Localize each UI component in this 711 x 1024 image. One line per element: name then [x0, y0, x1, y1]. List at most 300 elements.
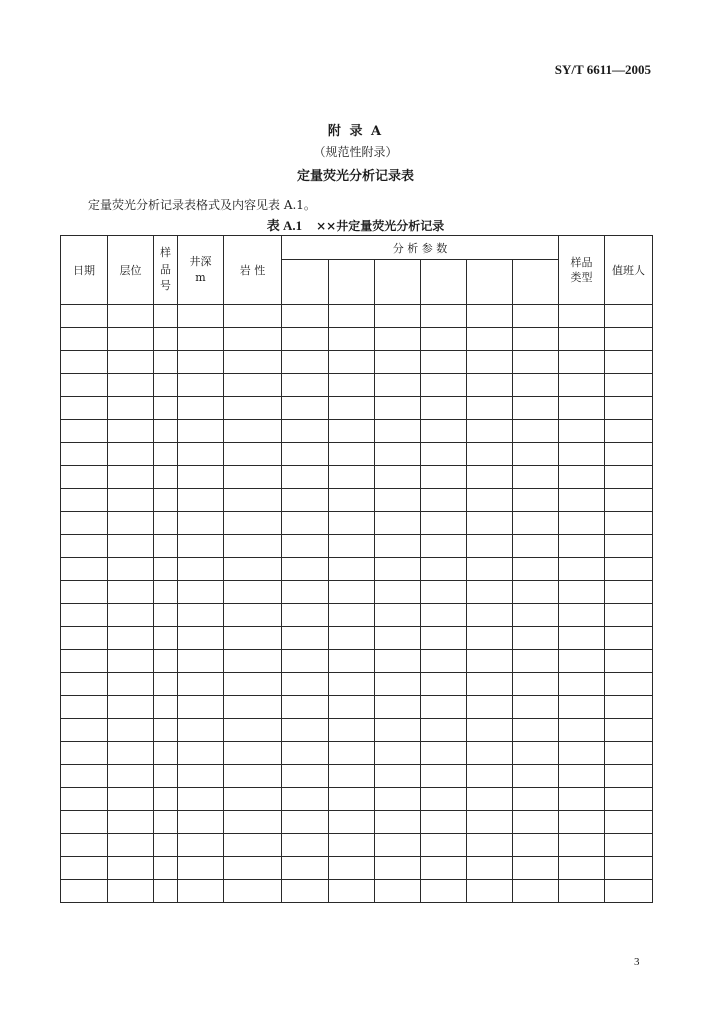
- table-cell: [421, 857, 467, 880]
- table-cell: [605, 834, 653, 857]
- table-cell: [224, 627, 282, 650]
- table-cell: [178, 719, 224, 742]
- table-cell: [178, 466, 224, 489]
- table-cell: [224, 880, 282, 903]
- table-cell: [421, 328, 467, 351]
- table-cell: [467, 535, 513, 558]
- table-cell: [375, 719, 421, 742]
- table-row: [61, 857, 653, 880]
- table-cell: [329, 765, 375, 788]
- table-cell: [605, 328, 653, 351]
- table-cell: [605, 512, 653, 535]
- table-row: [61, 328, 653, 351]
- table-row: [61, 466, 653, 489]
- table-cell: [559, 696, 605, 719]
- table-cell: [108, 765, 154, 788]
- table-cell: [178, 604, 224, 627]
- table-cell: [375, 627, 421, 650]
- table-cell: [421, 880, 467, 903]
- table-cell: [559, 857, 605, 880]
- table-cell: [605, 673, 653, 696]
- table-cell: [467, 880, 513, 903]
- table-cell: [329, 857, 375, 880]
- table-cell: [178, 305, 224, 328]
- table-cell: [154, 857, 178, 880]
- table-cell: [282, 512, 329, 535]
- table-cell: [605, 696, 653, 719]
- table-cell: [375, 765, 421, 788]
- table-cell: [421, 719, 467, 742]
- table-cell: [329, 834, 375, 857]
- table-cell: [513, 581, 559, 604]
- table-cell: [421, 650, 467, 673]
- table-cell: [421, 466, 467, 489]
- table-cell: [421, 305, 467, 328]
- table-cell: [61, 374, 108, 397]
- table-caption-number: 表 A.1: [266, 218, 303, 233]
- table-cell: [421, 581, 467, 604]
- table-cell: [282, 397, 329, 420]
- table-cell: [282, 765, 329, 788]
- table-cell: [61, 351, 108, 374]
- table-cell: [224, 305, 282, 328]
- table-cell: [467, 788, 513, 811]
- appendix-type: （规范性附录）: [313, 145, 398, 159]
- table-cell: [154, 397, 178, 420]
- table-cell: [329, 673, 375, 696]
- col-header-sample-no-label: 样品号: [160, 246, 171, 293]
- table-cell: [513, 420, 559, 443]
- table-cell: [513, 512, 559, 535]
- page-number: 3: [634, 956, 640, 968]
- col-header-lithology: [224, 236, 282, 305]
- table-cell: [154, 466, 178, 489]
- param-subcolumn: [513, 260, 559, 305]
- table-cell: [467, 673, 513, 696]
- table-row: [61, 535, 653, 558]
- table-cell: [61, 581, 108, 604]
- table-cell: [224, 489, 282, 512]
- table-cell: [224, 719, 282, 742]
- table-row: [61, 374, 653, 397]
- table-cell: [282, 604, 329, 627]
- table-cell: [108, 397, 154, 420]
- table-cell: [329, 558, 375, 581]
- col-header-date-label: 日期: [73, 264, 95, 277]
- table-cell: [605, 443, 653, 466]
- table-row: [61, 650, 653, 673]
- table-cell: [178, 765, 224, 788]
- table-cell: [224, 604, 282, 627]
- table-caption: [0, 215, 711, 234]
- table-cell: [61, 328, 108, 351]
- table-cell: [154, 558, 178, 581]
- table-cell: [224, 811, 282, 834]
- table-cell: [282, 351, 329, 374]
- standard-code: SY/T 6611—2005: [554, 62, 651, 77]
- table-cell: [154, 305, 178, 328]
- table-cell: [178, 558, 224, 581]
- table-cell: [513, 328, 559, 351]
- table-cell: [282, 581, 329, 604]
- col-header-horizon: [108, 236, 154, 305]
- table-cell: [154, 512, 178, 535]
- table-cell: [61, 604, 108, 627]
- table-cell: [421, 696, 467, 719]
- table-cell: [329, 420, 375, 443]
- table-cell: [467, 765, 513, 788]
- table-row: [61, 719, 653, 742]
- table-cell: [467, 857, 513, 880]
- table-cell: [178, 811, 224, 834]
- table-cell: [421, 351, 467, 374]
- table-cell: [108, 650, 154, 673]
- table-cell: [421, 673, 467, 696]
- table-cell: [605, 420, 653, 443]
- table-cell: [375, 742, 421, 765]
- table-cell: [224, 650, 282, 673]
- table-cell: [375, 857, 421, 880]
- table-cell: [108, 305, 154, 328]
- table-cell: [154, 811, 178, 834]
- table-cell: [154, 696, 178, 719]
- table-cell: [282, 466, 329, 489]
- table-row: [61, 351, 653, 374]
- table-cell: [375, 558, 421, 581]
- table-cell: [108, 857, 154, 880]
- table-cell: [224, 834, 282, 857]
- table-cell: [467, 834, 513, 857]
- table-cell: [154, 604, 178, 627]
- table-cell: [513, 443, 559, 466]
- table-cell: [605, 627, 653, 650]
- table-cell: [329, 351, 375, 374]
- table-cell: [329, 581, 375, 604]
- table-cell: [224, 696, 282, 719]
- table-cell: [329, 489, 375, 512]
- table-cell: [559, 811, 605, 834]
- table-cell: [154, 351, 178, 374]
- header-row: [61, 236, 653, 260]
- col-header-sample-type: [559, 236, 605, 305]
- table-cell: [513, 788, 559, 811]
- table-header: [61, 236, 653, 305]
- table-cell: [154, 328, 178, 351]
- table-cell: [559, 535, 605, 558]
- table-cell: [605, 397, 653, 420]
- col-header-well-depth-unit: m: [195, 271, 206, 284]
- table-cell: [178, 535, 224, 558]
- table-cell: [467, 811, 513, 834]
- table-cell: [108, 489, 154, 512]
- table-cell: [559, 420, 605, 443]
- table-cell: [61, 305, 108, 328]
- table-cell: [513, 834, 559, 857]
- table-row: [61, 397, 653, 420]
- table-cell: [605, 742, 653, 765]
- table-cell: [559, 466, 605, 489]
- table-cell: [605, 719, 653, 742]
- table-cell: [108, 466, 154, 489]
- table-cell: [108, 512, 154, 535]
- table-cell: [178, 374, 224, 397]
- table-row: [61, 305, 653, 328]
- param-subcolumn: [282, 260, 329, 305]
- table-cell: [559, 351, 605, 374]
- table-cell: [467, 742, 513, 765]
- table-cell: [224, 328, 282, 351]
- table-row: [61, 420, 653, 443]
- col-header-analysis-params-label: 分 析 参 数: [392, 241, 448, 255]
- col-header-sample-no: [154, 236, 178, 305]
- table-cell: [559, 719, 605, 742]
- table-cell: [329, 880, 375, 903]
- table-cell: [375, 604, 421, 627]
- table-cell: [178, 834, 224, 857]
- table-cell: [375, 351, 421, 374]
- table-cell: [421, 604, 467, 627]
- table-cell: [467, 719, 513, 742]
- table-cell: [178, 489, 224, 512]
- table-cell: [61, 834, 108, 857]
- table-cell: [108, 788, 154, 811]
- table-cell: [154, 535, 178, 558]
- table-cell: [605, 581, 653, 604]
- table-cell: [108, 328, 154, 351]
- table-cell: [421, 627, 467, 650]
- table-cell: [559, 489, 605, 512]
- table-row: [61, 742, 653, 765]
- table-cell: [605, 811, 653, 834]
- table-cell: [467, 420, 513, 443]
- table-cell: [513, 650, 559, 673]
- table-cell: [108, 811, 154, 834]
- col-header-lithology-label: 岩 性: [239, 264, 266, 277]
- table-cell: [282, 627, 329, 650]
- record-table: [60, 235, 653, 903]
- table-cell: [329, 512, 375, 535]
- appendix-label: 附 录 A: [327, 124, 384, 139]
- table-cell: [605, 788, 653, 811]
- table-cell: [375, 788, 421, 811]
- table-cell: [108, 673, 154, 696]
- appendix-title: 定量荧光分析记录表: [296, 169, 414, 184]
- col-header-sample-type-label: 样品类型: [570, 255, 593, 284]
- table-row: [61, 696, 653, 719]
- table-cell: [224, 420, 282, 443]
- table-cell: [154, 443, 178, 466]
- table-cell: [605, 880, 653, 903]
- table-cell: [282, 696, 329, 719]
- table-cell: [61, 397, 108, 420]
- table-cell: [375, 650, 421, 673]
- table-cell: [559, 834, 605, 857]
- table-cell: [375, 880, 421, 903]
- table-cell: [467, 696, 513, 719]
- table-cell: [224, 788, 282, 811]
- table-cell: [375, 374, 421, 397]
- table-cell: [61, 673, 108, 696]
- table-cell: [467, 328, 513, 351]
- table-cell: [154, 788, 178, 811]
- table-cell: [467, 466, 513, 489]
- table-cell: [559, 328, 605, 351]
- table-row: [61, 788, 653, 811]
- table-row: [61, 880, 653, 903]
- table-cell: [108, 535, 154, 558]
- table-cell: [329, 443, 375, 466]
- table-cell: [154, 420, 178, 443]
- table-cell: [178, 650, 224, 673]
- table-cell: [61, 811, 108, 834]
- col-header-horizon-label: 层位: [119, 264, 142, 277]
- table-cell: [224, 443, 282, 466]
- table-cell: [224, 351, 282, 374]
- table-cell: [513, 489, 559, 512]
- table-cell: [513, 627, 559, 650]
- table-cell: [513, 535, 559, 558]
- table-cell: [513, 696, 559, 719]
- table-cell: [375, 512, 421, 535]
- table-cell: [467, 351, 513, 374]
- table-cell: [605, 650, 653, 673]
- table-cell: [513, 374, 559, 397]
- table-cell: [282, 834, 329, 857]
- table-cell: [559, 650, 605, 673]
- table-cell: [513, 397, 559, 420]
- table-cell: [329, 535, 375, 558]
- table-row: [61, 627, 653, 650]
- table-row: [61, 489, 653, 512]
- table-row: [61, 443, 653, 466]
- table-cell: [605, 558, 653, 581]
- table-cell: [178, 857, 224, 880]
- col-header-analysis-params: [282, 236, 559, 260]
- table-cell: [61, 512, 108, 535]
- table-cell: [559, 673, 605, 696]
- table-cell: [513, 673, 559, 696]
- table-cell: [605, 374, 653, 397]
- table-cell: [282, 673, 329, 696]
- table-cell: [108, 834, 154, 857]
- table-cell: [513, 305, 559, 328]
- table-cell: [467, 489, 513, 512]
- param-subcolumn: [375, 260, 421, 305]
- table-cell: [61, 420, 108, 443]
- table-cell: [559, 627, 605, 650]
- table-cell: [178, 627, 224, 650]
- table-cell: [375, 466, 421, 489]
- table-cell: [513, 742, 559, 765]
- table-row: [61, 604, 653, 627]
- table-cell: [178, 581, 224, 604]
- table-cell: [421, 535, 467, 558]
- table-cell: [375, 420, 421, 443]
- table-row: [61, 765, 653, 788]
- table-cell: [61, 466, 108, 489]
- table-cell: [559, 604, 605, 627]
- table-cell: [282, 719, 329, 742]
- table-cell: [467, 512, 513, 535]
- table-cell: [421, 397, 467, 420]
- table-cell: [467, 627, 513, 650]
- col-header-well-depth-label: 井深: [189, 254, 212, 268]
- table-cell: [61, 742, 108, 765]
- param-subcolumn: [421, 260, 467, 305]
- table-cell: [224, 742, 282, 765]
- table-cell: [178, 420, 224, 443]
- table-cell: [61, 627, 108, 650]
- table-cell: [108, 627, 154, 650]
- table-cell: [224, 466, 282, 489]
- table-cell: [329, 650, 375, 673]
- table-cell: [178, 328, 224, 351]
- table-cell: [559, 581, 605, 604]
- table-cell: [375, 834, 421, 857]
- table-cell: [108, 604, 154, 627]
- table-cell: [329, 719, 375, 742]
- table-cell: [605, 489, 653, 512]
- table-cell: [108, 420, 154, 443]
- table-cell: [421, 420, 467, 443]
- table-cell: [329, 305, 375, 328]
- table-cell: [61, 558, 108, 581]
- table-cell: [559, 558, 605, 581]
- table-cell: [282, 535, 329, 558]
- table-cell: [559, 305, 605, 328]
- table-body: [61, 305, 653, 903]
- table-cell: [282, 811, 329, 834]
- table-cell: [559, 443, 605, 466]
- table-cell: [513, 765, 559, 788]
- table-cell: [513, 558, 559, 581]
- table-cell: [421, 489, 467, 512]
- table-cell: [559, 765, 605, 788]
- table-cell: [154, 581, 178, 604]
- param-subcolumn: [467, 260, 513, 305]
- table-cell: [329, 328, 375, 351]
- table-cell: [282, 788, 329, 811]
- table-cell: [108, 581, 154, 604]
- table-cell: [329, 742, 375, 765]
- table-cell: [178, 351, 224, 374]
- table-cell: [282, 374, 329, 397]
- table-cell: [467, 443, 513, 466]
- table-cell: [282, 328, 329, 351]
- table-cell: [559, 742, 605, 765]
- table-cell: [108, 443, 154, 466]
- table-cell: [224, 397, 282, 420]
- table-cell: [375, 305, 421, 328]
- table-cell: [605, 351, 653, 374]
- table-cell: [329, 374, 375, 397]
- table-cell: [224, 535, 282, 558]
- table-cell: [559, 374, 605, 397]
- table-cell: [154, 742, 178, 765]
- table-row: [61, 811, 653, 834]
- table-cell: [224, 581, 282, 604]
- table-cell: [375, 328, 421, 351]
- table-cell: [282, 489, 329, 512]
- table-cell: [467, 604, 513, 627]
- table-cell: [108, 719, 154, 742]
- table-cell: [513, 880, 559, 903]
- table-cell: [421, 788, 467, 811]
- table-cell: [61, 489, 108, 512]
- table-cell: [375, 811, 421, 834]
- table-cell: [421, 742, 467, 765]
- table-cell: [467, 650, 513, 673]
